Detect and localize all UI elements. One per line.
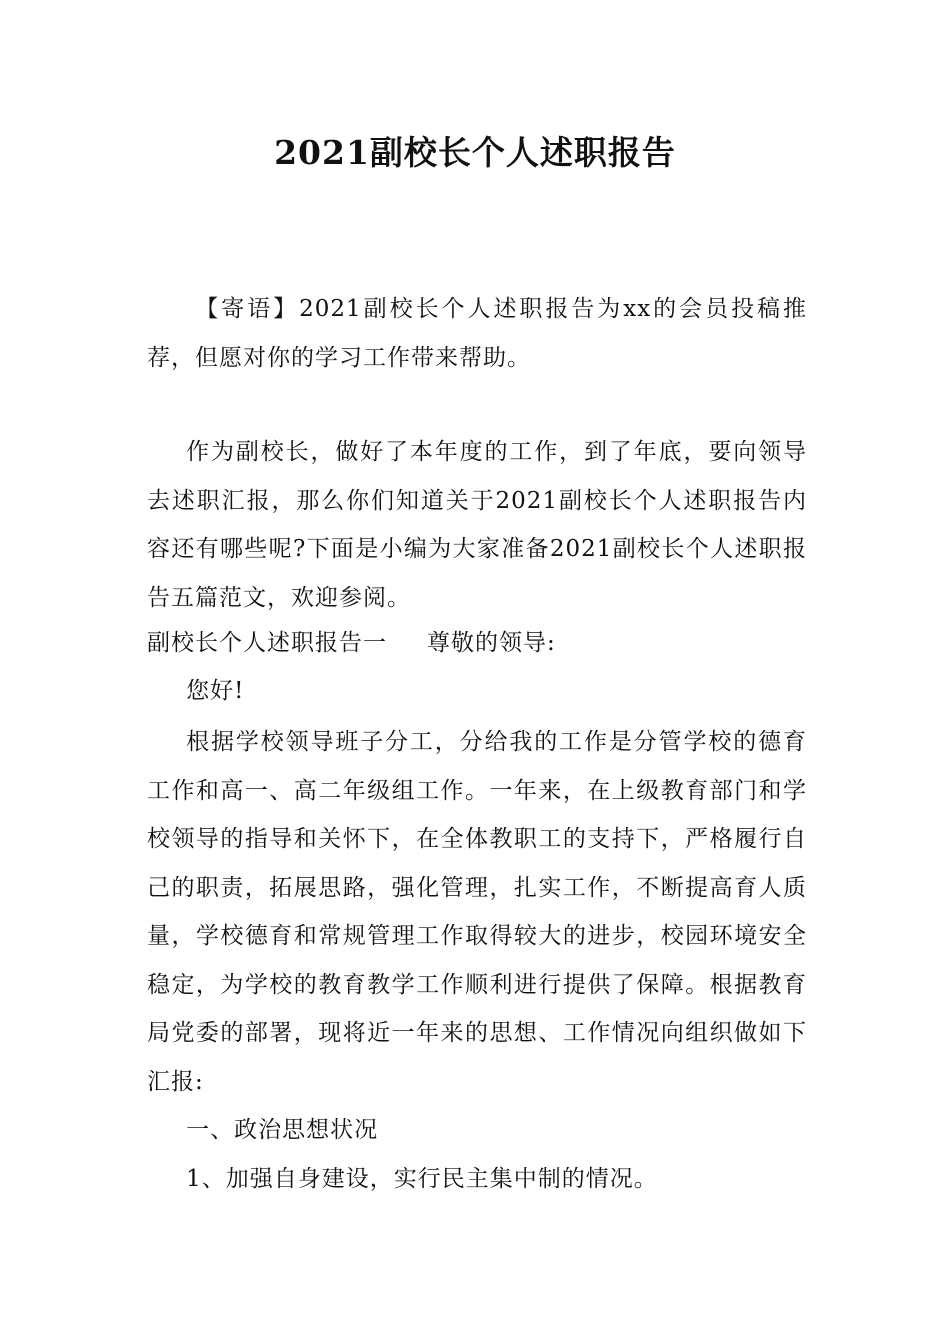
document-title: 2021副校长个人述职报告 (274, 133, 676, 172)
section-heading: 副校长个人述职报告一 (147, 630, 387, 656)
section-1-heading: 一、政治思想状况 (186, 1117, 379, 1143)
body-paragraph: 根据学校领导班子分工，分给我的工作是分管学校的德育工作和高一、高二年级组工作。一年来，在上级教育部门和学校领导的指导和关怀下，在全体教职工的支持下，严格履行自己的职责，拓展思路，强化管理，扎实工作，不断提高育人质量，学校德育和常规管理工作取得较大的进步，校园环境安全稳定，为学校的教育教学工作顺利进行提供了保障。根据教育局党委的部署，现将近一年来的思想、工作情况向组织做如下汇报: (147, 729, 807, 1095)
intro-paragraph: 作为副校长，做好了本年度的工作，到了年底，要向领导去述职汇报，那么你们知道关于2021副校长个人述职报告内容还有哪些呢?下面是小编为大家准备2021副校长个人述职报告五篇范文，欢迎参阅。 (147, 439, 807, 611)
body-block (147, 428, 807, 1203)
greeting: 您好! (186, 678, 245, 704)
foreword-block (147, 285, 807, 382)
section-1-item-1: 1、加强自身建设，实行民主集中制的情况。 (186, 1165, 658, 1192)
section-heading-line (147, 622, 807, 664)
foreword-paragraph: 【寄语】2021副校长个人述职报告为xx的会员投稿推荐，但愿对你的学习工作带来帮助。 (147, 296, 807, 371)
salutation: 尊敬的领导: (427, 630, 556, 656)
